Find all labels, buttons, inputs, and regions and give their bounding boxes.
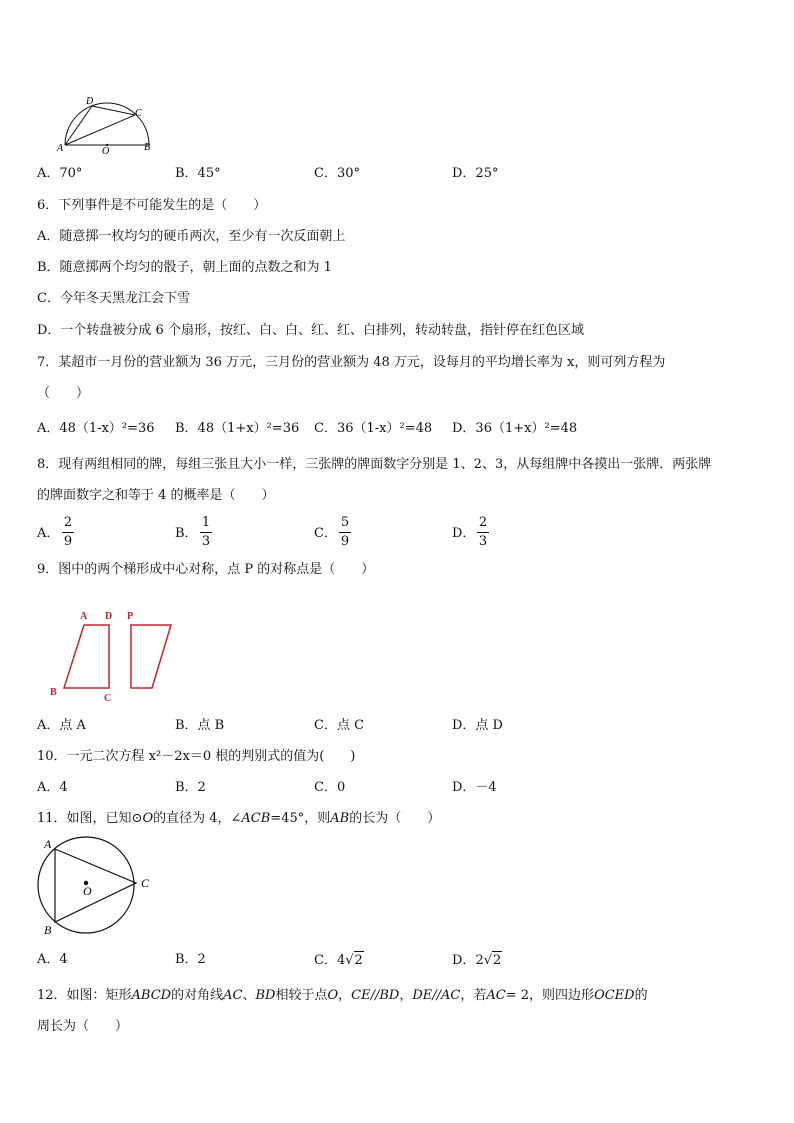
q7-option-a[interactable]: A．48（1-x）²=36 (37, 421, 155, 436)
q11-option-c[interactable]: C．4√2 (314, 953, 363, 968)
q11-option-c-radicand: 2 (354, 953, 363, 968)
q12-bd: BD (255, 988, 276, 1003)
q11-option-b[interactable]: B．2 (175, 952, 206, 967)
trapezoid-label-p: P (127, 611, 134, 622)
q12-de-ac: DE//AC (412, 988, 461, 1003)
q5-semicircle-figure (55, 92, 160, 154)
q10-option-b[interactable]: B．2 (175, 780, 206, 795)
q6-stem: 6．下列事件是不可能发生的是（ ） (37, 198, 267, 213)
trapezoid-label-b: B (50, 687, 57, 698)
q10-option-d[interactable]: D．－4 (452, 780, 497, 795)
fraction-denominator: 9 (63, 534, 73, 549)
q5-option-d[interactable]: D．25° (452, 166, 499, 181)
point-label-o: O (102, 146, 110, 154)
q11-stem-ab: AB (330, 811, 350, 826)
q8-option-b-letter[interactable]: B． (175, 526, 198, 541)
q9-option-d[interactable]: D．点 D (452, 718, 503, 733)
trapezoid-label-a: A (80, 611, 88, 622)
q8-option-a-fraction (62, 515, 74, 550)
fraction-denominator: 3 (478, 534, 488, 549)
q6-option-d[interactable]: D．一个转盘被分成 6 个扇形，按红、白、白、红、红、白排列，转动转盘，指针停在红色区域 (37, 323, 584, 338)
q9-option-a[interactable]: A．点 A (37, 718, 86, 733)
q11-option-d-coef: 2 (475, 953, 484, 968)
q12-t3: ，若 (460, 988, 487, 1003)
q12-t1: 的对角线 (171, 988, 224, 1003)
q10-option-a[interactable]: A．4 (37, 780, 68, 795)
q11-stem (37, 810, 440, 828)
q7-stem-line1: 7．某超市一月份的营业额为 36 万元，三月份的营业额为 48 万元，设每月的平均增长率为 x，则可列方程为 (37, 355, 666, 370)
q5-option-b[interactable]: B．45° (175, 166, 221, 181)
q12-ce-bd: CE//BD (351, 988, 400, 1003)
q11-stem-o: O (142, 811, 154, 826)
q11-option-d[interactable]: D．2√2 (452, 953, 502, 968)
q8-stem-line1: 8．现有两组相同的牌，每组三张且大小一样，三张牌的牌面数字分别是 1、2、3，从每组牌中各摸出一张牌．两张牌 (37, 457, 712, 472)
fraction-numerator: 2 (63, 515, 73, 530)
q11-stem-pre: 11．如图，已知⊙ (37, 811, 143, 826)
q12-t5: 的 (634, 988, 648, 1003)
fraction-numerator: 2 (478, 515, 488, 530)
fraction-numerator: 5 (340, 515, 350, 530)
q8-stem-line2: 的牌面数字之和等于 4 的概率是（ ） (37, 488, 275, 503)
q12-eq: = 2 (505, 988, 530, 1003)
q10-option-c[interactable]: C．0 (314, 780, 346, 795)
q5-option-a[interactable]: A．70° (37, 166, 83, 181)
fraction-numerator: 1 (201, 515, 211, 530)
q12-ac2: AC (486, 988, 506, 1003)
q10-stem: 10．一元二次方程 x²－2x＝0 根的判别式的值为( ) (37, 749, 356, 764)
point-label-b: B (144, 142, 151, 153)
q12-stem-line1 (37, 987, 648, 1005)
q8-option-a-letter[interactable]: A． (37, 526, 60, 541)
q11-option-c-letter: C． (314, 953, 337, 968)
q12-ac: AC (223, 988, 243, 1003)
q5-option-c[interactable]: C．30° (314, 166, 360, 181)
q12-comma1: ， (338, 988, 352, 1003)
q11-stem-post: 的长为（ ） (349, 811, 441, 826)
q8-option-d-letter[interactable]: D． (452, 526, 476, 541)
q8-option-b-fraction (200, 515, 212, 550)
q7-option-d[interactable]: D．36（1+x）²=48 (452, 421, 578, 436)
q11-option-a[interactable]: A．4 (37, 952, 68, 967)
point-label-c: C (135, 108, 142, 119)
q11-stem-mid2: =45°，则 (270, 811, 331, 826)
circle-label-b: B (44, 923, 52, 937)
point-label-a: A (57, 143, 64, 154)
circle-label-c: C (141, 876, 150, 890)
q11-stem-acb: ACB (241, 811, 271, 826)
q12-sep: 、 (242, 988, 256, 1003)
point-label-d: D (86, 96, 94, 107)
q12-t4: ，则四边形 (529, 988, 595, 1003)
q12-t2: 相较于点 (275, 988, 328, 1003)
q6-option-b[interactable]: B．随意掷两个均匀的骰子，朝上面的点数之和为 1 (37, 260, 332, 275)
trapezoid-label-c: C (104, 693, 112, 703)
circle-label-o: O (83, 884, 92, 898)
q12-rect: ABCD (131, 988, 172, 1003)
q7-option-b[interactable]: B．48（1+x）²=36 (175, 421, 300, 436)
q12-oced: OCED (594, 988, 635, 1003)
q11-option-d-radicand: 2 (493, 953, 502, 968)
q11-option-c-coef: 4 (336, 953, 346, 968)
q8-option-c-fraction (339, 515, 351, 550)
trapezoid-label-d: D (105, 611, 113, 622)
fraction-denominator: 3 (201, 534, 211, 549)
q12-num: 12．如图：矩形 (37, 988, 132, 1003)
fraction-denominator: 9 (340, 534, 350, 549)
q9-option-c[interactable]: C．点 C (314, 718, 365, 733)
q11-stem-mid: 的直径为 4，∠ (153, 811, 242, 826)
q6-option-a[interactable]: A．随意掷一枚均匀的硬币两次，至少有一次反面朝上 (37, 229, 346, 244)
q8-option-c-letter[interactable]: C． (314, 526, 337, 541)
q9-trapezoids-figure (45, 605, 180, 703)
q12-o: O (327, 988, 339, 1003)
q12-stem-line2: 周长为（ ） (37, 1019, 129, 1034)
circle-label-a: A (44, 837, 52, 851)
q9-stem: 9．图中的两个梯形成中心对称，点 P 的对称点是（ ） (37, 562, 375, 577)
q7-stem-line2: （ ） (37, 386, 90, 401)
q9-option-b[interactable]: B．点 B (175, 718, 225, 733)
q11-circle-figure (35, 833, 160, 938)
q12-comma2: ， (399, 988, 413, 1003)
q6-option-c[interactable]: C．今年冬天黑龙江会下雪 (37, 291, 190, 306)
q8-option-d-fraction (477, 515, 489, 550)
q7-option-c[interactable]: C．36（1-x）²=48 (314, 421, 433, 436)
q11-option-d-letter: D． (452, 953, 476, 968)
